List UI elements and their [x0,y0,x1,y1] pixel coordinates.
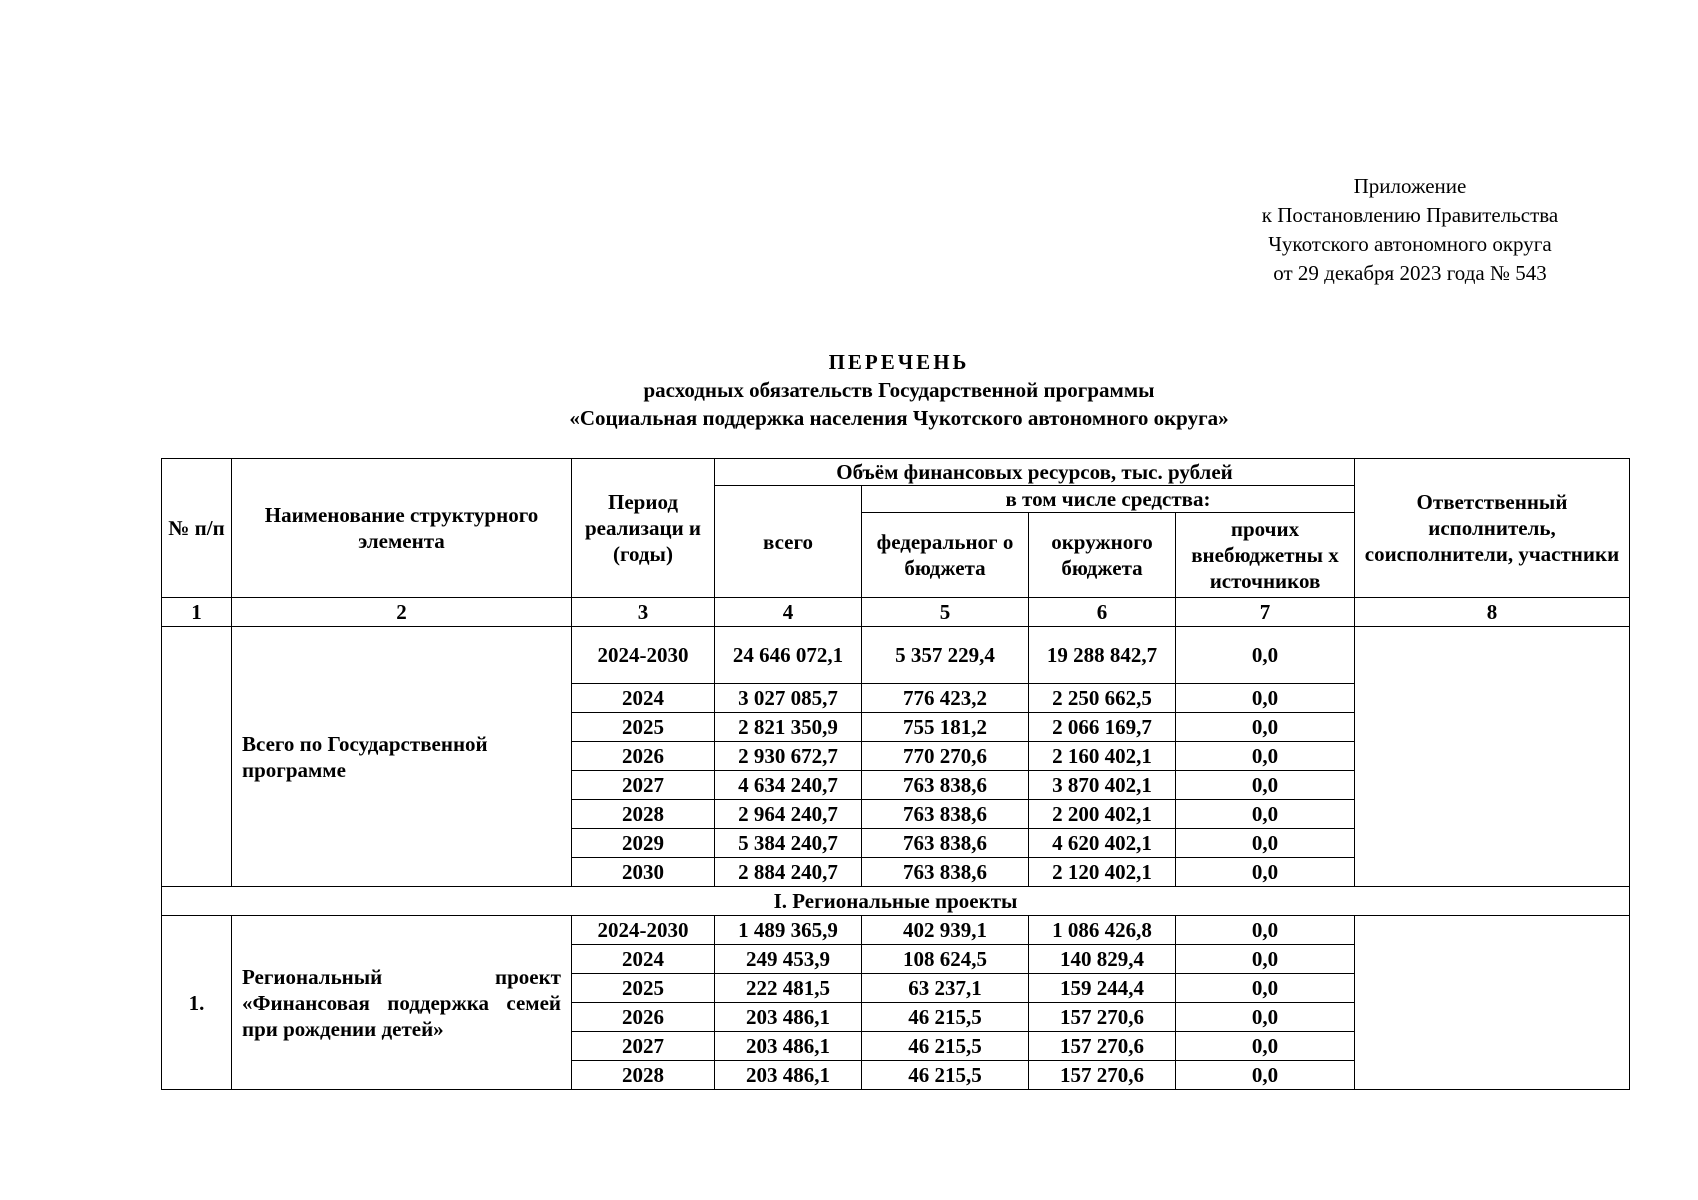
other-cell: 0,0 [1176,1032,1355,1061]
column-number: 2 [232,598,572,627]
federal-cell: 770 270,6 [862,742,1029,771]
other-cell: 0,0 [1176,829,1355,858]
title-line-1: ПЕРЕЧЕНЬ [828,350,970,374]
federal-cell: 763 838,6 [862,858,1029,887]
total-cell: 203 486,1 [715,1003,862,1032]
document-title [160,348,1638,432]
district-cell: 140 829,4 [1029,945,1176,974]
program-num-cell [162,627,232,887]
appendix-header [1200,172,1620,288]
period-cell: 2025 [572,974,715,1003]
column-number: 5 [862,598,1029,627]
table-row [162,627,1630,684]
table-row [162,916,1630,945]
district-cell: 159 244,4 [1029,974,1176,1003]
district-cell: 157 270,6 [1029,1061,1176,1090]
other-cell: 0,0 [1176,1003,1355,1032]
district-cell: 1 086 426,8 [1029,916,1176,945]
other-cell: 0,0 [1176,684,1355,713]
total-cell: 5 384 240,7 [715,829,862,858]
other-cell: 0,0 [1176,858,1355,887]
federal-cell: 755 181,2 [862,713,1029,742]
column-number: 6 [1029,598,1176,627]
federal-cell: 763 838,6 [862,829,1029,858]
district-cell: 2 120 402,1 [1029,858,1176,887]
district-cell: 2 160 402,1 [1029,742,1176,771]
header-name: Наименование структурного элемента [232,459,572,598]
table-header [162,459,1630,627]
federal-cell: 776 423,2 [862,684,1029,713]
federal-cell: 63 237,1 [862,974,1029,1003]
project-num: 1. [162,916,232,1090]
period-cell: 2026 [572,742,715,771]
header-district: окружного бюджета [1029,513,1176,598]
total-cell: 2 884 240,7 [715,858,862,887]
appendix-line-2: к Постановлению Правительства [1261,203,1559,227]
other-cell: 0,0 [1176,800,1355,829]
total-cell: 2 930 672,7 [715,742,862,771]
appendix-line-1: Приложение [1353,174,1467,198]
program-total-block [162,627,1630,887]
federal-cell: 763 838,6 [862,800,1029,829]
district-cell: 157 270,6 [1029,1032,1176,1061]
header-including: в том числе средства: [862,486,1355,513]
section-title: I. Региональные проекты [162,887,1630,916]
period-cell: 2024 [572,684,715,713]
district-cell: 157 270,6 [1029,1003,1176,1032]
program-name: Всего по Государственной программе [232,627,572,887]
title-line-3: «Социальная поддержка населения Чукотского автономного округа» [569,406,1229,430]
total-cell: 203 486,1 [715,1061,862,1090]
district-cell: 4 620 402,1 [1029,829,1176,858]
other-cell: 0,0 [1176,713,1355,742]
column-number: 4 [715,598,862,627]
header-other: прочих внебюджетны х источников [1176,513,1355,598]
period-cell: 2027 [572,771,715,800]
other-cell: 0,0 [1176,916,1355,945]
title-line-2: расходных обязательств Государственной программы [643,378,1155,402]
total-cell: 1 489 365,9 [715,916,862,945]
period-cell: 2025 [572,713,715,742]
total-cell: 4 634 240,7 [715,771,862,800]
federal-cell: 46 215,5 [862,1061,1029,1090]
column-number: 1 [162,598,232,627]
period-cell: 2024-2030 [572,916,715,945]
appendix-line-3: Чукотского автономного округа [1268,232,1552,256]
total-cell: 24 646 072,1 [715,627,862,684]
federal-cell: 46 215,5 [862,1003,1029,1032]
total-cell: 2 964 240,7 [715,800,862,829]
project-responsible-cell [1355,916,1630,1090]
header-responsible: Ответственный исполнитель, соисполнители, участники [1355,459,1630,598]
other-cell: 0,0 [1176,974,1355,1003]
district-cell: 2 250 662,5 [1029,684,1176,713]
federal-cell: 46 215,5 [862,1032,1029,1061]
period-cell: 2026 [572,1003,715,1032]
header-total: всего [715,486,862,598]
column-number: 7 [1176,598,1355,627]
expenditure-table [161,458,1630,1090]
header-num: № п/п [162,459,232,598]
total-cell: 3 027 085,7 [715,684,862,713]
total-cell: 203 486,1 [715,1032,862,1061]
total-cell: 249 453,9 [715,945,862,974]
federal-cell: 108 624,5 [862,945,1029,974]
program-responsible-cell [1355,627,1630,887]
period-cell: 2029 [572,829,715,858]
period-cell: 2028 [572,800,715,829]
period-cell: 2024 [572,945,715,974]
total-cell: 2 821 350,9 [715,713,862,742]
district-cell: 2 200 402,1 [1029,800,1176,829]
period-cell: 2024-2030 [572,627,715,684]
header-volume: Объём финансовых ресурсов, тыс. рублей [715,459,1355,486]
regional-projects-block [162,887,1630,1090]
period-cell: 2030 [572,858,715,887]
period-cell: 2027 [572,1032,715,1061]
federal-cell: 763 838,6 [862,771,1029,800]
column-numbers-row [162,598,1630,627]
other-cell: 0,0 [1176,627,1355,684]
district-cell: 2 066 169,7 [1029,713,1176,742]
column-number: 8 [1355,598,1630,627]
district-cell: 19 288 842,7 [1029,627,1176,684]
column-number: 3 [572,598,715,627]
other-cell: 0,0 [1176,771,1355,800]
federal-cell: 402 939,1 [862,916,1029,945]
period-cell: 2028 [572,1061,715,1090]
header-period: Период реализаци и (годы) [572,459,715,598]
district-cell: 3 870 402,1 [1029,771,1176,800]
other-cell: 0,0 [1176,742,1355,771]
appendix-line-4: от 29 декабря 2023 года № 543 [1273,261,1547,285]
other-cell: 0,0 [1176,1061,1355,1090]
federal-cell: 5 357 229,4 [862,627,1029,684]
project-name: Региональный проект «Финансовая поддержка семей при рождении детей» [232,916,572,1090]
header-federal: федеральног о бюджета [862,513,1029,598]
total-cell: 222 481,5 [715,974,862,1003]
other-cell: 0,0 [1176,945,1355,974]
